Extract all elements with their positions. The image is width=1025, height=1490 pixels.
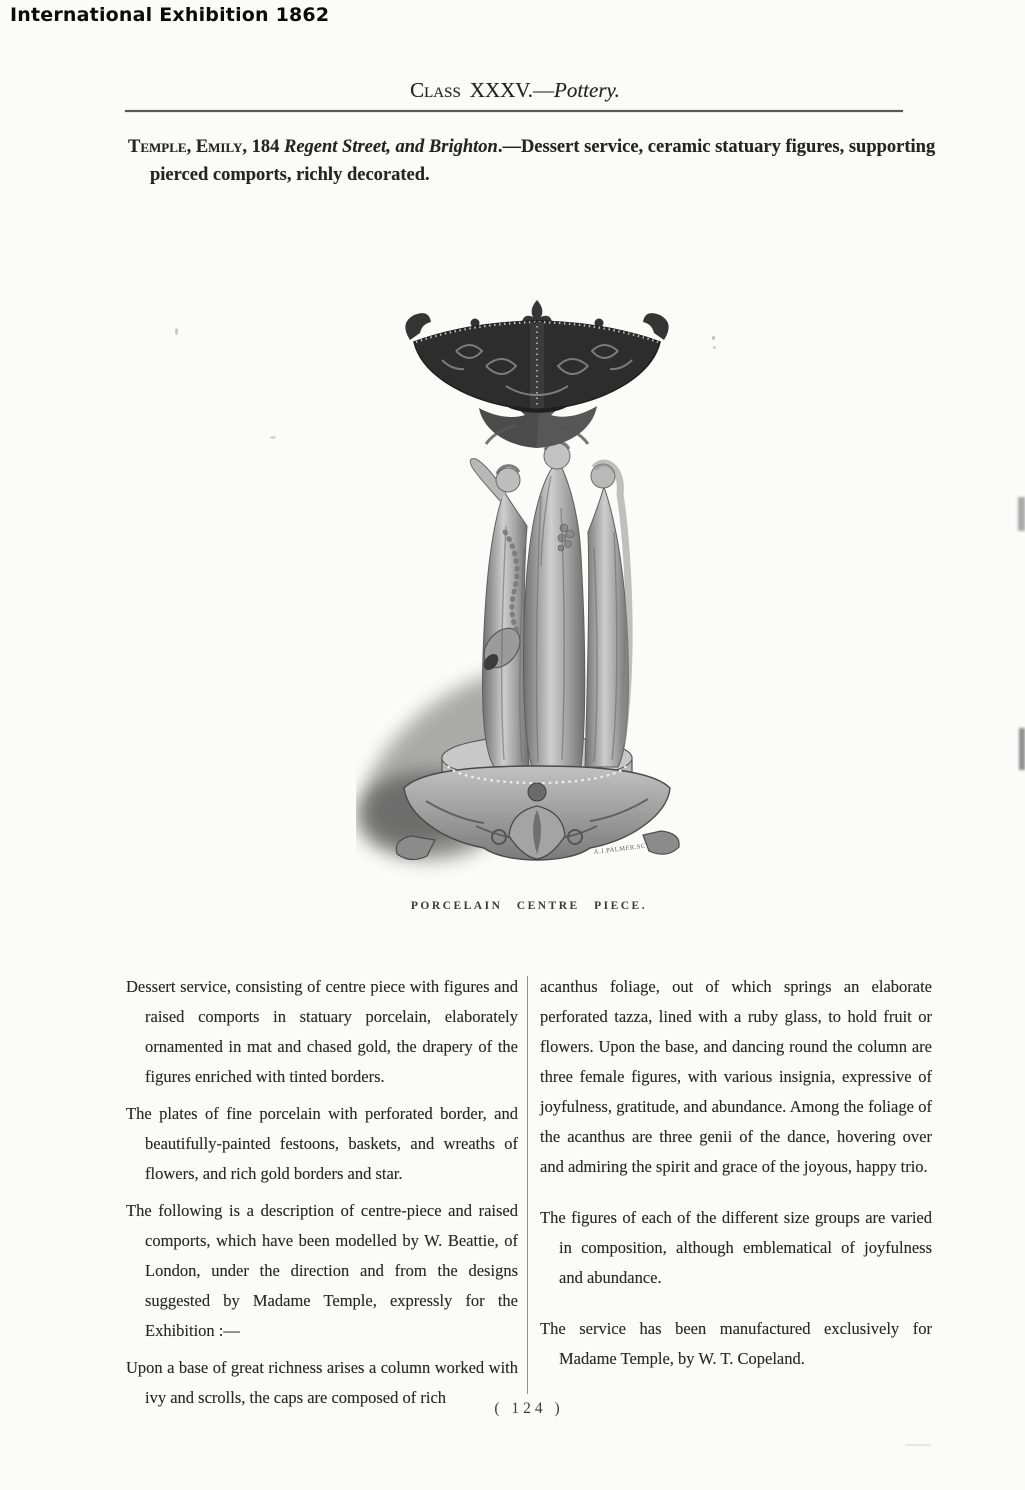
scan-speck [713, 346, 716, 349]
text-columns [126, 972, 932, 1420]
paragraph: The figures of each of the different size groups are varied in composition, although emblematical of joyfulness and abundance. [540, 1208, 932, 1287]
page-number: ( 124 ) [494, 1400, 564, 1417]
paragraph: The following is a description of centre-piece and raised comports, which have been modelled by W. Beattie, of London, under the direction and from the designs suggested by Madame Temple, expressly for the Exhibition :— [126, 1201, 518, 1340]
scan-speck [270, 436, 276, 439]
entry-description: Dessert service, ceramic statuary figures, supporting pierced comports, richly decorated. [150, 137, 936, 185]
entry-address-number: 184 [251, 137, 280, 157]
engraver-signature: A.J.PALMER.SC [593, 842, 647, 856]
scan-speck [712, 336, 715, 340]
column-divider [527, 976, 528, 1394]
paragraph: Upon a base of great richness arises a column worked with ivy and scrolls, the caps are composed of rich [126, 1358, 518, 1407]
illustration-caption: PORCELAIN CENTRE PIECE. [410, 900, 648, 912]
class-word: Class [410, 78, 461, 102]
paragraph: Dessert service, consisting of centre piece with figures and raised comports in statuary porcelain, elaborately ornamented in mat and chased gold, the drapery of the figures enriched with tinted borders. [126, 977, 518, 1086]
scan-speck [175, 328, 178, 335]
entry-name: Temple, Emily, [128, 137, 247, 157]
scan-edge-artifact [1019, 728, 1025, 770]
figure-group [470, 441, 629, 767]
entry-dash: .— [497, 137, 521, 157]
heading-rule [125, 110, 903, 112]
scan-speck [905, 1444, 931, 1446]
class-number: XXXV. [469, 78, 533, 102]
tazza-bowl [405, 300, 668, 413]
paragraph: acanthus foliage, out of which springs an elaborate perforated tazza, lined with a ruby glass, to hold fruit or flowers. Upon the base, and dancing round the column are three female figures, with various insignia, expressive of joyfulness, gratitude, and abundance. Among the foliage of the acanthus are three genii of the dance, hovering over and admiring the spirit and grace of the joyous, happy trio. [540, 977, 932, 1176]
class-heading [125, 78, 905, 103]
column-right [540, 972, 932, 1420]
paragraph: The plates of fine porcelain with perforated border, and beautifully-painted festoons, baskets, and wreaths of flowers, and rich gold borders and star. [126, 1104, 518, 1183]
paragraph: The service has been manufactured exclusively for Madame Temple, by W. T. Copeland. [540, 1319, 932, 1368]
class-dash: — [533, 78, 554, 102]
catalog-entry [128, 133, 940, 189]
scan-edge-artifact [1018, 497, 1025, 531]
centrepiece-illustration [356, 296, 718, 880]
entry-address: Regent Street, and Brighton [283, 137, 498, 157]
column-left [126, 972, 518, 1420]
exhibition-title: International Exhibition 1862 [10, 4, 330, 26]
class-category: Pottery. [554, 78, 620, 102]
figure-center [523, 468, 584, 767]
